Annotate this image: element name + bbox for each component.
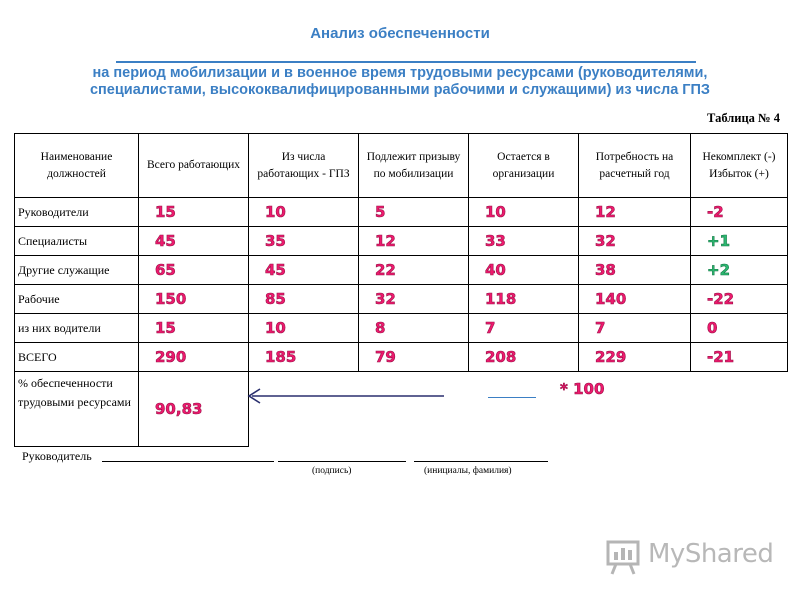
table-row (15, 343, 788, 372)
cell-value: 8 (359, 314, 469, 343)
cell-value: +2 (691, 256, 788, 285)
name-line (414, 461, 548, 462)
cell-value: 290 (139, 343, 249, 372)
cell-value: 32 (579, 227, 691, 256)
cell-value: 45 (139, 227, 249, 256)
signature-caption: (подпись) (312, 466, 352, 476)
presentation-board-icon (604, 536, 644, 576)
table-row (15, 256, 788, 285)
subtitle-line-2: специалистами, высококвалифицированными рабочими и служащими) из числа ГПЗ (89, 82, 711, 98)
cell-value: 32 (359, 285, 469, 314)
table-row (15, 198, 788, 227)
cell-value: 65 (139, 256, 249, 285)
cell-value: 38 (579, 256, 691, 285)
cell-value: 229 (579, 343, 691, 372)
cell-value: 45 (249, 256, 359, 285)
row-label: из них водители (15, 314, 139, 343)
cell-value: -2 (691, 198, 788, 227)
name-caption: (инициалы, фамилия) (424, 466, 512, 476)
column-header: Остается в организации (469, 134, 579, 198)
cell-value: 35 (249, 227, 359, 256)
table-row (15, 285, 788, 314)
cell-value: 185 (249, 343, 359, 372)
signature-line (278, 461, 406, 462)
row-label: ВСЕГО (15, 343, 139, 372)
cell-value: 10 (469, 198, 579, 227)
watermark-text: MyShared (648, 539, 774, 569)
cell-value: -22 (691, 285, 788, 314)
cell-value: -21 (691, 343, 788, 372)
cell-value: 40 (469, 256, 579, 285)
row-label: Руководители (15, 198, 139, 227)
cell-value: 7 (579, 314, 691, 343)
cell-value: 118 (469, 285, 579, 314)
column-header: Подлежит призыву по мобилизации (359, 134, 469, 198)
column-header: Потребность на расчетный год (579, 134, 691, 198)
subtitle-line-1: на период мобилизации и в военное время трудовыми ресурсами (руководителями, (92, 65, 708, 81)
cell-value: 79 (359, 343, 469, 372)
signature-label: Руководитель (22, 449, 92, 463)
table-number: Таблица № 4 (707, 111, 780, 125)
page-subtitle (0, 65, 800, 99)
row-label: Рабочие (15, 285, 139, 314)
cell-value: 0 (691, 314, 788, 343)
table-row (15, 314, 788, 343)
cell-value: 140 (579, 285, 691, 314)
fraction-line (488, 397, 536, 398)
title-divider (116, 61, 696, 63)
page-title: Анализ обеспеченности (310, 25, 490, 42)
cell-value: 12 (579, 198, 691, 227)
cell-value: 22 (359, 256, 469, 285)
column-header: Некомплект (-) Избыток (+) (691, 134, 788, 198)
table-header-row (15, 134, 788, 198)
cell-value: 85 (249, 285, 359, 314)
provision-label: % обеспеченности трудовыми ресурсами (15, 372, 139, 447)
provision-row (15, 372, 788, 447)
cell-value: 33 (469, 227, 579, 256)
cell-value: 208 (469, 343, 579, 372)
column-header: Из числа работающих - ГПЗ (249, 134, 359, 198)
watermark-logo (604, 536, 774, 576)
provision-value: 90,83 (139, 372, 249, 447)
arrow-left-icon (244, 386, 446, 406)
cell-value: 15 (139, 198, 249, 227)
formula-multiplier: * 100 (560, 380, 605, 398)
cell-value: 5 (359, 198, 469, 227)
cell-value: 150 (139, 285, 249, 314)
cell-value: 12 (359, 227, 469, 256)
cell-value: +1 (691, 227, 788, 256)
table-row (15, 227, 788, 256)
cell-value: 15 (139, 314, 249, 343)
column-header: Всего работающих (139, 134, 249, 198)
cell-value: 7 (469, 314, 579, 343)
cell-value: 10 (249, 314, 359, 343)
cell-value: 10 (249, 198, 359, 227)
signature-line-position (102, 461, 274, 462)
row-label: Специалисты (15, 227, 139, 256)
row-label: Другие служащие (15, 256, 139, 285)
column-header: Наименование должностей (15, 134, 139, 198)
